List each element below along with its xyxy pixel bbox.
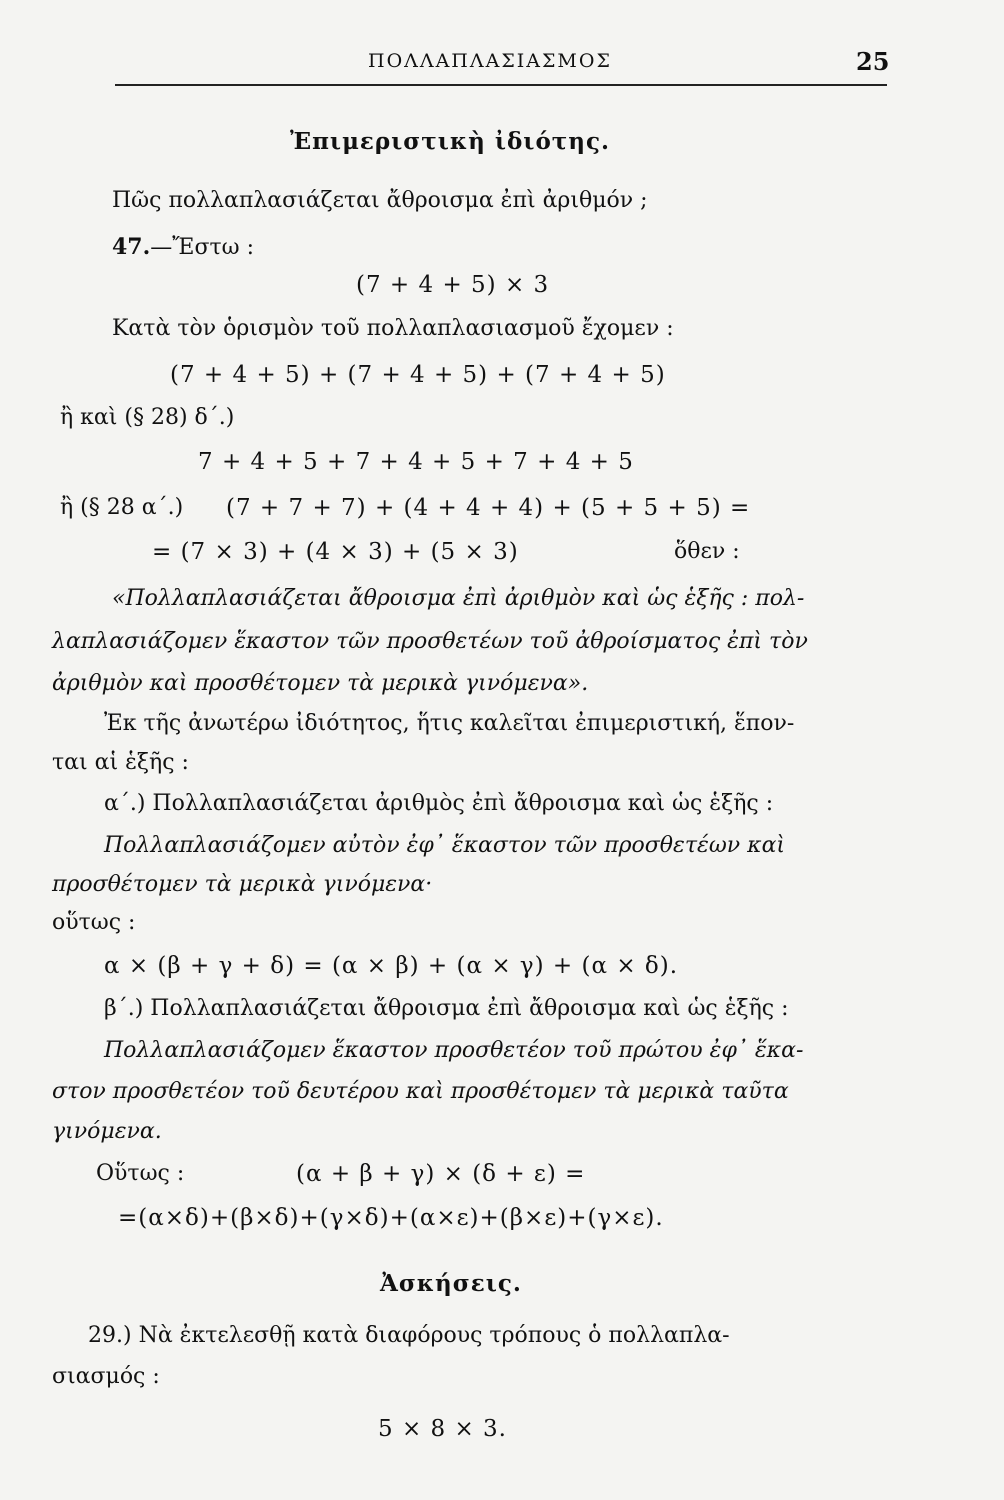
rule-line-2: λαπλασιάζομεν ἕκαστον τῶν προσθετέων τοῦ ἀθροίσματος ἐπὶ τὸν: [52, 629, 808, 654]
equation-3: 7 + 4 + 5 + 7 + 4 + 5 + 7 + 4 + 5: [198, 449, 634, 475]
equation-4a: (7 + 7 + 7) + (4 + 4 + 4) + (5 + 5 + 5) =: [226, 495, 751, 521]
reference-line-2: ἢ (§ 28 α΄.): [60, 495, 184, 520]
equation-4b: = (7 × 3) + (4 × 3) + (5 × 3): [152, 539, 519, 565]
exercises-heading: Ἀσκήσεις.: [380, 1270, 522, 1297]
alpha-rule-2: προσθέτομεν τὰ μερικὰ γινόμενα·: [52, 872, 433, 897]
rule-line-3: ἀριθμὸν καὶ προσθέτομεν τὰ μερικὰ γινόμενα».: [52, 671, 589, 696]
beta-rule-1: Πολλαπλασιάζομεν ἕκαστον προσθετέον τοῦ πρώτου ἐφ᾽ ἕκα-: [104, 1038, 804, 1063]
page-number: 25: [856, 47, 890, 76]
beta-line: β΄.) Πολλαπλασιάζεται ἄθροισμα ἐπὶ ἄθροισμα καὶ ὡς ἑξῆς :: [104, 996, 789, 1021]
equation-6a: (α + β + γ) × (δ + ε) =: [296, 1161, 586, 1187]
equation-6b: =(α×δ)+(β×δ)+(γ×δ)+(α×ε)+(β×ε)+(γ×ε).: [118, 1205, 664, 1231]
definition-line: Κατὰ τὸν ὁρισμὸν τοῦ πολλαπλασιασμοῦ ἔχομεν :: [112, 316, 674, 341]
rule-line-1: «Πολλαπλασιάζεται ἄθροισμα ἐπὶ ἀριθμὸν καὶ ὡς ἑξῆς : πολ-: [112, 586, 805, 611]
follow-line-1: Ἐκ τῆς ἀνωτέρω ἰδιότητος, ἥτις καλεῖται ἐπιμεριστική, ἕπον-: [104, 711, 795, 736]
question-line: Πῶς πολλαπλασιάζεται ἄθροισμα ἐπὶ ἀριθμόν ;: [112, 188, 648, 213]
thus-label-2: Οὕτως :: [96, 1161, 185, 1186]
section-heading: Ἐπιμεριστικὴ ἰδιότης.: [290, 128, 610, 155]
equation-2: (7 + 4 + 5) + (7 + 4 + 5) + (7 + 4 + 5): [170, 362, 666, 388]
alpha-rule-1: Πολλαπλασιάζομεν αὐτὸν ἐφ᾽ ἕκαστον τῶν προσθετέων καὶ: [104, 833, 786, 858]
exercise-29-line-2: σιασμός :: [52, 1364, 160, 1389]
follow-line-2: ται αἱ ἑξῆς :: [52, 750, 189, 775]
exercise-29-equation: 5 × 8 × 3.: [378, 1416, 507, 1442]
thus-label-1: οὕτως :: [52, 910, 136, 935]
equation-5: α × (β + γ + δ) = (α × β) + (α × γ) + (α × δ).: [104, 953, 679, 979]
reference-line-1: ἢ καὶ (§ 28) δ΄.): [60, 405, 235, 430]
hence-label: ὅθεν :: [674, 539, 740, 564]
equation-1: (7 + 4 + 5) × 3: [356, 272, 550, 298]
beta-rule-3: γινόμενα.: [52, 1119, 162, 1144]
paragraph-47-text: —Ἔστω :: [150, 235, 254, 260]
alpha-line: α΄.) Πολλαπλασιάζεται ἀριθμὸς ἐπὶ ἄθροισμα καὶ ὡς ἑξῆς :: [104, 791, 774, 816]
beta-rule-2: στον προσθετέον τοῦ δευτέρου καὶ προσθέτομεν τὰ μερικὰ ταῦτα: [52, 1079, 789, 1104]
running-title: ΠΟΛΛΑΠΛΑΣΙΑΣΜΟΣ: [368, 50, 612, 72]
exercise-29-line-1: 29.) Νὰ ἐκτελεσθῇ κατὰ διαφόρους τρόπους ὁ πολλαπλα-: [88, 1323, 730, 1348]
paragraph-number: 47.: [112, 234, 151, 260]
paragraph-47: [112, 236, 254, 259]
header-rule: [115, 84, 887, 86]
